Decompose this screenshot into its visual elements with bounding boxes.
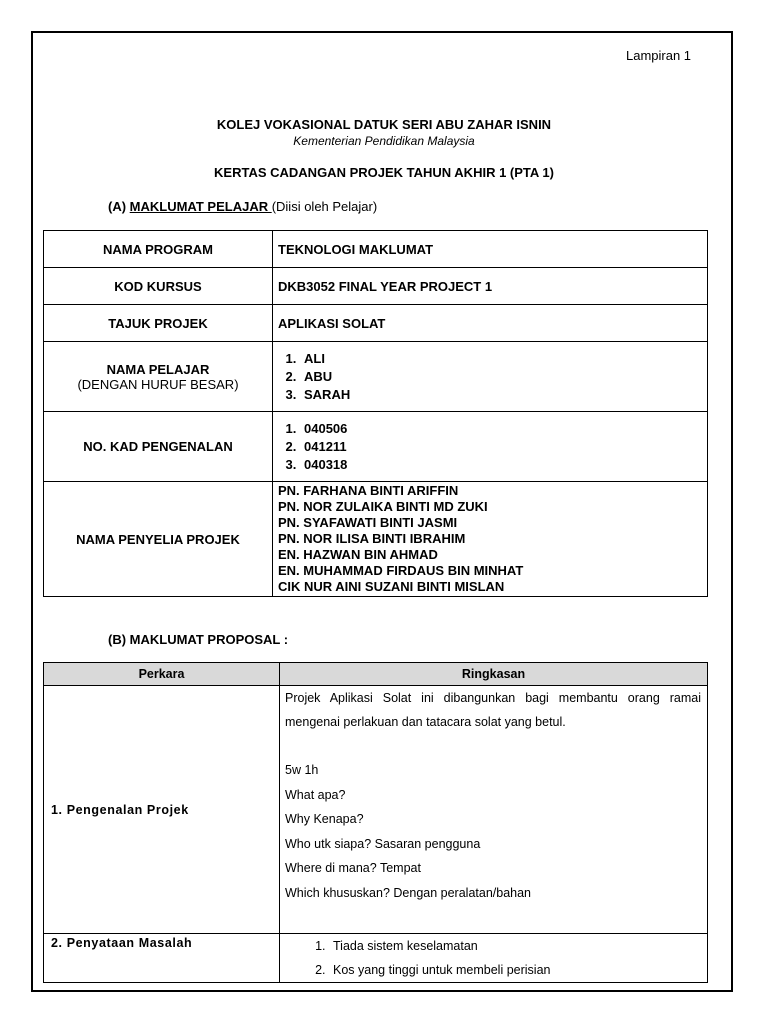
table-row <box>44 482 708 597</box>
list-item: EN. MUHAMMAD FIRDAUS BIN MINHAT <box>278 563 524 578</box>
table-row <box>44 231 708 268</box>
list-item: Where di mana? Tempat <box>285 861 421 875</box>
list-item: What apa? <box>285 787 346 802</box>
pengenalan-projek-label: 1. Pengenalan Projek <box>44 686 280 934</box>
section-b-heading: (B) MAKLUMAT PROPOSAL : <box>108 632 289 647</box>
table-row <box>44 412 708 482</box>
table-row <box>44 305 708 342</box>
nama-pelajar-subtitle: (DENGAN HURUF BESAR) <box>77 376 239 392</box>
program-value: TEKNOLOGI MAKLUMAT <box>273 231 708 268</box>
list-item: 3. 040318 <box>300 456 707 474</box>
ministry-name: Kementerian Pendidikan Malaysia <box>293 134 475 148</box>
list-item: 1. ALI <box>300 350 707 368</box>
penyelia-label: NAMA PENYELIA PROJEK <box>44 482 273 597</box>
list-item: Why Kenapa? <box>285 812 364 826</box>
table-header-row <box>44 663 708 686</box>
list-item: PN. SYAFAWATI BINTI JASMI <box>278 515 458 530</box>
table-row <box>44 342 708 412</box>
document-title: KERTAS CADANGAN PROJEK TAHUN AKHIR 1 (PTA 1) <box>214 165 554 180</box>
kad-pengenalan-label: NO. KAD PENGENALAN <box>44 412 273 482</box>
list-item: Which khususkan? Dengan peralatan/bahan <box>285 885 532 900</box>
nama-pelajar-values <box>273 342 708 412</box>
pengenalan-paragraph: Projek Aplikasi Solat ini dibangunkan bagi membantu orang ramai mengenai perlakuan dan tatacara solat yang betul. <box>285 691 701 729</box>
list-item: Who utk siapa? Sasaran pengguna <box>285 836 481 851</box>
list-item: 3. SARAH <box>300 386 707 404</box>
list-item: PN. NOR ZULAIKA BINTI MD ZUKI <box>278 499 488 514</box>
list-item: 1. 040506 <box>300 420 707 438</box>
list-item: PN. NOR ILISA BINTI IBRAHIM <box>278 531 466 546</box>
kad-pengenalan-values <box>273 412 708 482</box>
pengenalan-points <box>285 758 701 905</box>
column-header-ringkasan: Ringkasan <box>280 663 708 686</box>
college-name: KOLEJ VOKASIONAL DATUK SERI ABU ZAHAR ISNIN <box>216 117 552 132</box>
column-header-perkara: Perkara <box>44 663 280 686</box>
penyelia-values <box>273 482 708 597</box>
nama-pelajar-label <box>44 342 273 412</box>
kod-kursus-label: KOD KURSUS <box>44 268 273 305</box>
lampiran-label: Lampiran 1 <box>626 48 692 63</box>
section-a-heading: (A) MAKLUMAT PELAJAR (Diisi oleh Pelajar) <box>108 199 378 214</box>
list-item: 1. Tiada sistem keselamatan <box>329 934 701 958</box>
student-info-table <box>43 230 708 597</box>
list-item: 2. Kos yang tinggi untuk membeli perisian <box>329 958 701 982</box>
list-item: 2. ABU <box>300 368 707 386</box>
pengenalan-projek-content <box>280 686 708 934</box>
penyataan-masalah-label: 2. Penyataan Masalah <box>44 934 280 983</box>
list-item: PN. FARHANA BINTI ARIFFIN <box>278 483 459 498</box>
table-row <box>44 268 708 305</box>
tajuk-projek-label: TAJUK PROJEK <box>44 305 273 342</box>
list-item: CIK NUR AINI SUZANI BINTI MISLAN <box>278 579 505 594</box>
list-item: 5w 1h <box>285 763 319 777</box>
proposal-table <box>43 662 708 983</box>
program-label: NAMA PROGRAM <box>44 231 273 268</box>
list-item: EN. HAZWAN BIN AHMAD <box>278 547 438 562</box>
table-row <box>44 686 708 934</box>
penyataan-masalah-content <box>280 934 708 983</box>
list-item: 2. 041211 <box>300 438 707 456</box>
nama-pelajar-title: NAMA PELAJAR <box>106 361 210 377</box>
tajuk-projek-value: APLIKASI SOLAT <box>273 305 708 342</box>
kod-kursus-value: DKB3052 FINAL YEAR PROJECT 1 <box>273 268 708 305</box>
table-row <box>44 934 708 983</box>
